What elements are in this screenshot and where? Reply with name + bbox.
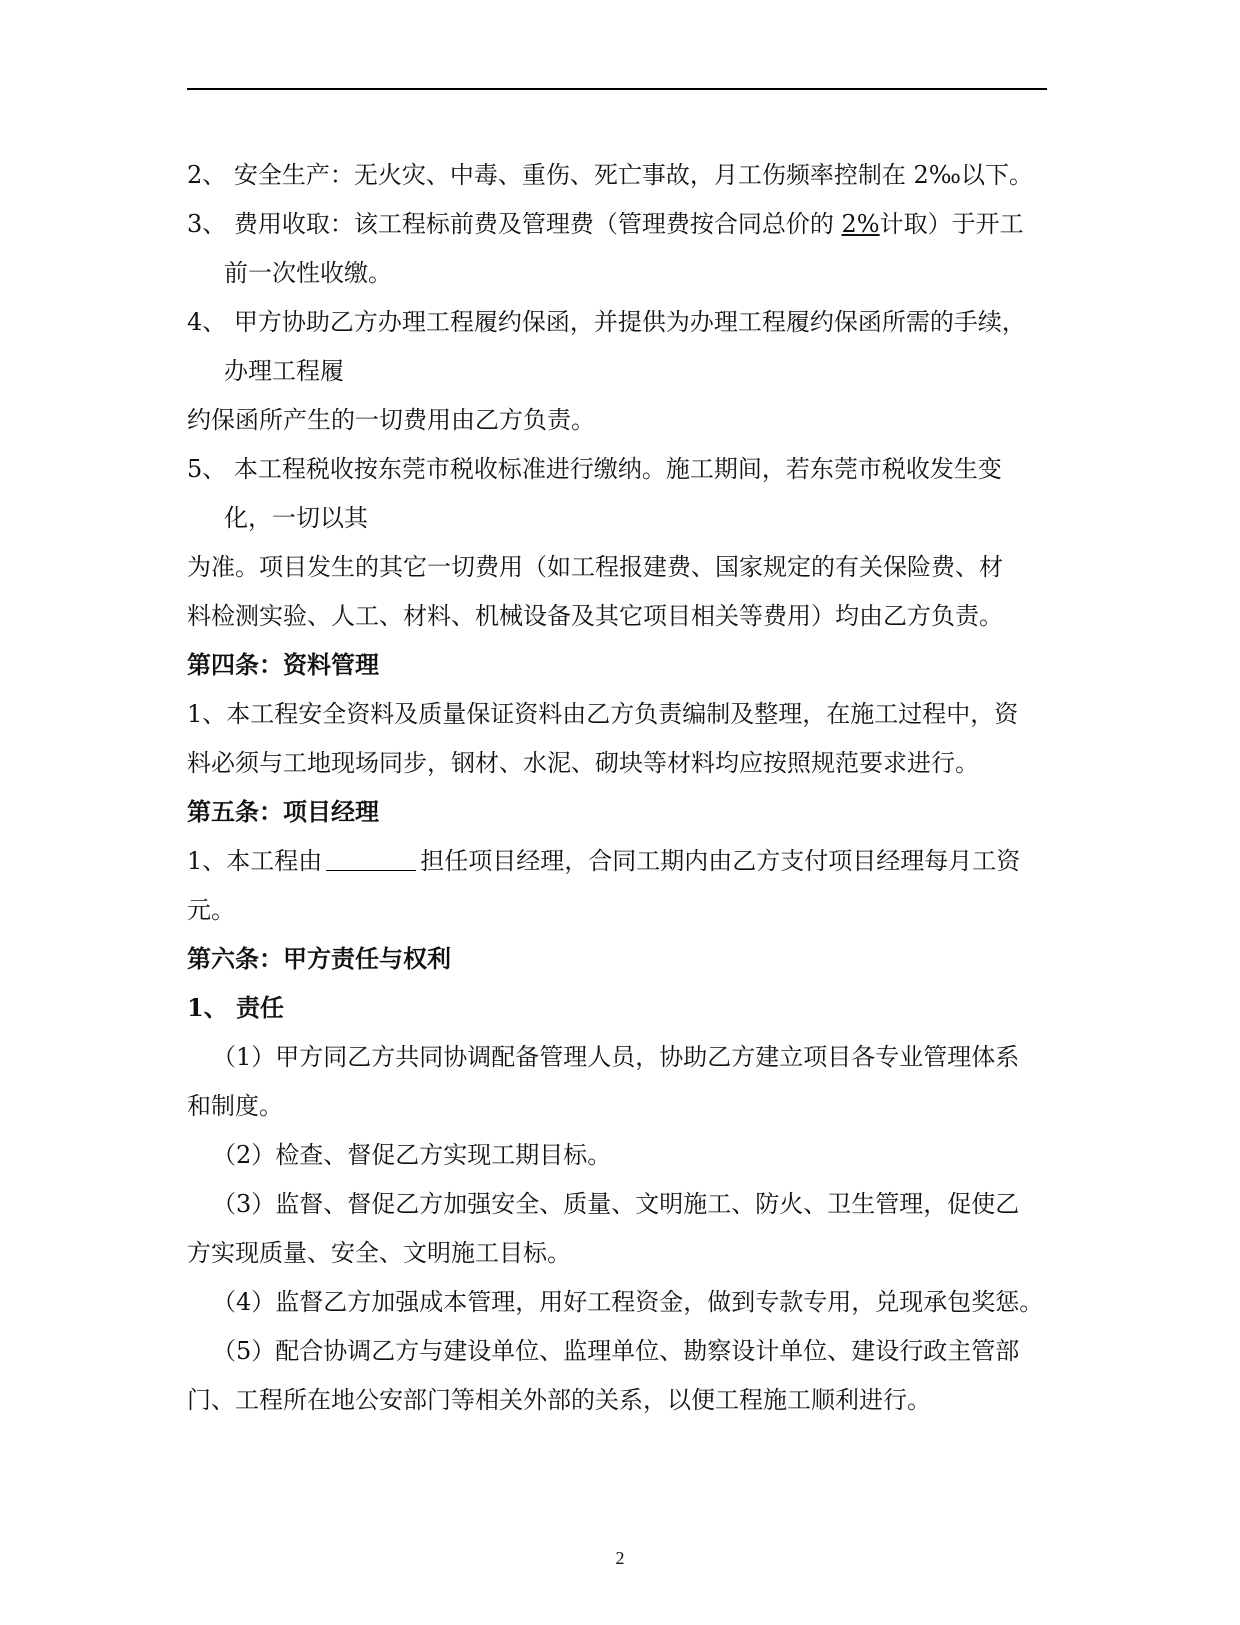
item-tax: 5、 本工程税收按东莞市税收标准进行缴纳。施工期间，若东莞市税收发生变 [187,455,1002,483]
responsibility-2: （2）检查、督促乙方实现工期目标。 [212,1141,612,1169]
responsibility-5: （5）配合协调乙方与建设单位、监理单位、勘察设计单位、建设行政主管部 [212,1337,1020,1365]
item-tax-cont: 化，一切以其 [224,504,368,532]
responsibility-4: （4）监督乙方加强成本管理，用好工程资金，做到专款专用，兑现承包奖惩。 [212,1288,1044,1316]
subheading-responsibilities: 1、 责任 [187,993,285,1022]
item-performance-bond-cont-2: 约保函所产生的一切费用由乙方负责。 [187,406,595,434]
item-performance-bond: 4、 甲方协助乙方办理工程履约保函，并提供为办理工程履约保函所需的手续， [187,308,1026,336]
item-fee-collection-text: 3、 费用收取：该工程标前费及管理费（管理费按合同总价的 [187,210,842,238]
heading-article-6: 第六条：甲方责任与权利 [187,944,451,973]
article-4-item-1-cont: 料必须与工地现场同步，钢材、水泥、砌块等材料均应按照规范要求进行。 [187,749,979,777]
item-tax-cont-2: 为准。项目发生的其它一切费用（如工程报建费、国家规定的有关保险费、材 [187,553,1003,581]
article-5-item-1-text: 1、本工程由 [187,847,323,875]
project-manager-blank[interactable] [326,848,416,871]
heading-article-5: 第五条：项目经理 [187,797,379,826]
article-5-item-1-cont: 元。 [187,896,235,924]
responsibility-5-cont: 门、工程所在地公安部门等相关外部的关系，以便工程施工顺利进行。 [187,1386,931,1414]
fee-rate: 2% [841,210,880,238]
responsibility-1-cont: 和制度。 [187,1092,283,1120]
responsibility-1: （1）甲方同乙方共同协调配备管理人员，协助乙方建立项目各专业管理体系 [212,1043,1020,1071]
item-fee-collection [187,207,1024,241]
heading-article-4: 第四条：资料管理 [187,650,379,679]
article-4-item-1: 1、本工程安全资料及质量保证资料由乙方负责编制及整理，在施工过程中，资 [187,700,1019,728]
responsibility-3: （3）监督、督促乙方加强安全、质量、文明施工、防火、卫生管理，促使乙 [212,1190,1020,1218]
article-5-item-1-text-end: 担任项目经理，合同工期内由乙方支付项目经理每月工资 [420,847,1021,875]
item-fee-collection-text-end: 计取）于开工 [879,210,1024,238]
item-fee-collection-cont: 前一次性收缴。 [224,259,392,287]
responsibility-3-cont: 方实现质量、安全、文明施工目标。 [187,1239,571,1267]
article-5-item-1 [187,844,1020,878]
page-number: 2 [615,1548,625,1568]
item-performance-bond-cont: 办理工程履 [224,357,344,385]
item-safety-production: 2、 安全生产：无火灾、中毒、重伤、死亡事故，月工伤频率控制在 2‰以下。 [187,161,1033,189]
header-rule [187,88,1047,90]
item-tax-cont-3: 料检测实验、人工、材料、机械设备及其它项目相关等费用）均由乙方负责。 [187,602,1003,630]
